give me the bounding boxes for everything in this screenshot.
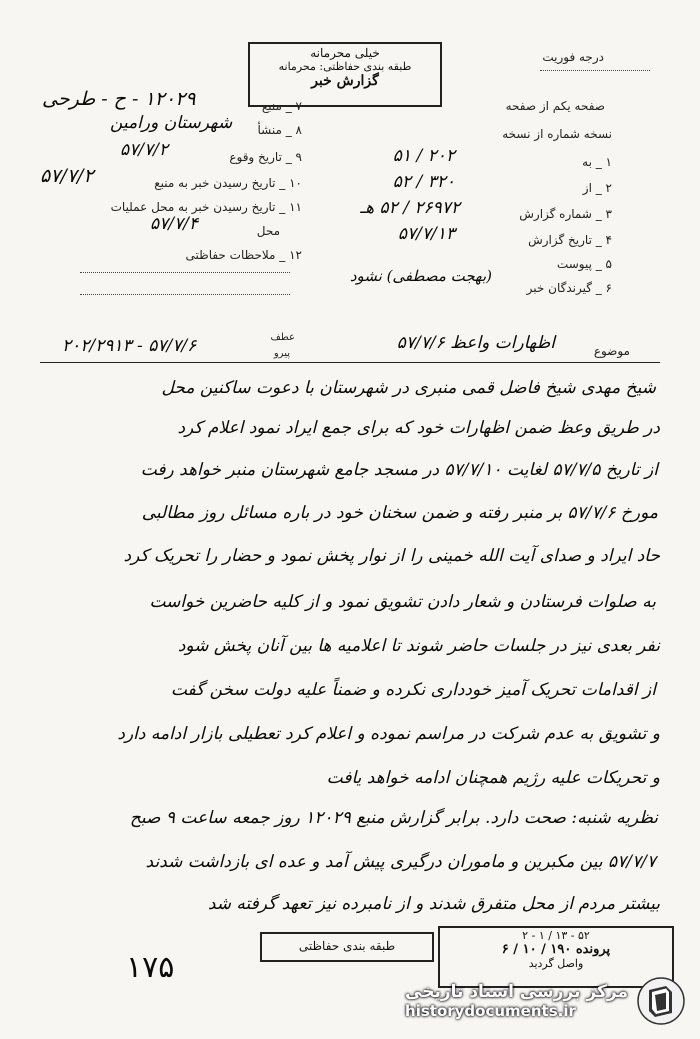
- form-place-label: محل: [256, 224, 280, 238]
- form-origin-label: ۸ _ منشأ: [257, 123, 302, 137]
- stamp-line-1: خیلی محرمانه: [310, 46, 380, 60]
- subject-value: اظهارات واعظ ۵۷/۷/۶: [396, 333, 555, 353]
- form-date-to-source-label: ۱۰ _ تاریخ رسیدن خبر به منبع: [154, 176, 302, 190]
- bottom-classification-stamp: [260, 932, 434, 962]
- form-attachment-label: ۵ _ پیوست: [556, 257, 612, 271]
- hand-source: ۱۲۰۲۹ - ح - طرحی: [42, 88, 196, 110]
- hand-from: ۳۲۰ / ۵۲: [392, 172, 455, 192]
- ref-value: ۵۷/۷/۶ - ۲۰۲/۲۹۱۳: [62, 336, 197, 356]
- body-line: نفر بعدی نیز در جلسات حاضر شوند تا اعلامیه ها بین آنان پخش شود: [177, 636, 660, 656]
- form-from-label: ۲ _ از: [582, 181, 612, 195]
- form-to-label: ۱ _ به: [582, 155, 612, 169]
- page-number: ۱۷۵: [126, 950, 175, 985]
- archive-logo: [405, 976, 686, 1026]
- body-line: از تاریخ ۵۷/۷/۵ لغایت ۵۷/۷/۱۰ در مسجد جامع شهرستان منبر خواهد رفت: [140, 460, 658, 480]
- priority-label: درجه فوریت: [542, 50, 604, 64]
- form-copy-number: نسخه شماره از نسخه: [502, 127, 612, 141]
- ref-label-2: پیرو: [273, 348, 290, 359]
- form-security-notes-label: ۱۲ _ ملاحظات حفاظتی: [185, 248, 302, 262]
- form-source-label: ۷ _ منبع: [261, 99, 302, 113]
- body-line: و تحریکات علیه رژیم همچنان ادامه خواهد یافت: [326, 768, 660, 788]
- received-stamp-line-2: پرونده ۱۹۰ / ۱۰ / ۶: [501, 941, 611, 957]
- ref-label: عطف: [270, 332, 295, 343]
- body-line: به صلوات فرستادن و شعار دادن تشویق نمود و از کلیه حاضرین خواست: [149, 592, 656, 612]
- body-line: شیخ مهدی شیخ فاضل قمی منبری در شهرستان با دعوت ساکنین محل: [161, 378, 656, 398]
- subject-label: موضوع: [593, 344, 630, 358]
- body-line: حاد ایراد و صدای آیت الله خمینی را از نوار پخش نمود و حضار را تحریک کرد: [123, 546, 660, 566]
- archive-logo-title: مرکز بررسی اسناد تاریخی: [405, 982, 628, 1002]
- hand-date-occurred: ۵۷/۷/۲: [120, 140, 168, 160]
- body-line: و تشویق به عدم شرکت در مراسم نموده و اعلام کرد تعطیلی بازار ادامه دارد: [117, 724, 660, 744]
- bottom-stamp-text: طبقه بندی حفاظتی: [298, 939, 396, 953]
- stamp-line-3: گزارش خبر: [311, 73, 379, 90]
- body-line: نظریه شنبه: صحت دارد. برابر گزارش منبع ۱۲۰۲۹ روز جمعه ساعت ۹ صبح: [129, 808, 658, 828]
- hand-origin: شهرستان ورامین: [110, 113, 233, 133]
- stamp-line-2: طبقه بندی حفاظتی: محرمانه: [278, 59, 412, 73]
- form-report-number-label: ۳ _ شماره گزارش: [519, 207, 612, 221]
- archive-logo-url: historydocuments.ir: [405, 1002, 576, 1020]
- hand-date-to-source: ۵۷/۷/۲: [40, 165, 94, 187]
- form-recipients-label: ۶ _ گیرندگان خبر: [526, 281, 612, 295]
- body-line: مورخ ۵۷/۷/۶ بر منبر رفته و ضمن سخنان خود در باره مسائل روز مطالبی: [141, 503, 658, 523]
- form-report-date-label: ۴ _ تاریخ گزارش: [528, 233, 612, 247]
- body-line: ۵۷/۷/۷ بین مکبرین و ماموران درگیری پیش آمد و عده ای بازداشت شدند: [145, 852, 656, 872]
- body-line: بیشتر مردم از محل متفرق شدند و از نامبرده نیز تعهد گرفته شد: [207, 894, 660, 914]
- form-date-to-ops-label: ۱۱ _ تاریخ رسیدن خبر به محل عملیات: [110, 200, 302, 214]
- form-page-count: صفحه یکم از صفحه: [505, 99, 605, 113]
- form-date-occurred-label: ۹ _ تاریخ وقوع: [229, 150, 302, 164]
- hand-recipients: (بهجت مصطفی) نشود: [349, 267, 492, 285]
- hand-report-date: ۵۷/۷/۱۳: [397, 224, 455, 244]
- received-stamp-line-3: واصل گردید: [528, 956, 584, 970]
- archive-logo-icon: [636, 976, 686, 1026]
- classification-stamp: [248, 42, 442, 107]
- body-line: در طریق وعظ ضمن اظهارات خود که برای جمع ایراد نمود اعلام کرد: [177, 418, 660, 438]
- body-line: از اقدامات تحریک آمیز خودداری نکرده و ضمناً علیه دولت سخن گفت: [170, 680, 656, 700]
- hand-report-number: ۲۶۹۷۲ / ۵۲ هـ: [360, 198, 460, 218]
- hand-to: ۲۰۲ / ۵۱: [392, 146, 455, 166]
- hand-date-to-ops: ۵۷/۷/۴: [150, 214, 198, 234]
- received-stamp-line-1: ۵۲ - ۱۳ / ۱ - ۲: [522, 929, 590, 942]
